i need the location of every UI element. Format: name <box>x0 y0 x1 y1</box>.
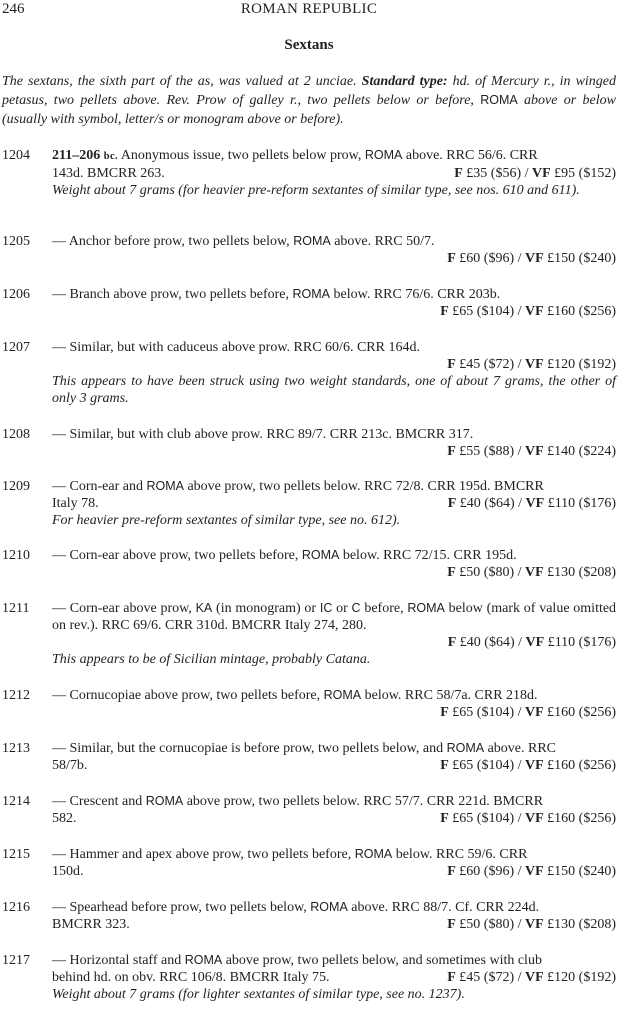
entry-text: above. RRC 50/7. <box>334 234 435 249</box>
grade-f: F <box>447 444 456 459</box>
roma-legend: ROMA <box>407 601 445 615</box>
price-sep: / <box>524 166 529 181</box>
roma-legend: ROMA <box>145 794 184 808</box>
entry-text: below. RRC 72/15. CRR 195d. <box>342 548 517 563</box>
entry-text-tail: 150d. <box>52 864 84 879</box>
price-f: £40 ($64) <box>459 635 515 650</box>
price-f: £65 ($104) <box>452 304 515 319</box>
price <box>52 704 616 721</box>
grade-vf: VF <box>525 917 544 932</box>
entry-body <box>52 233 616 267</box>
entry-body <box>52 600 616 668</box>
entry-description <box>52 740 616 757</box>
price-sep: / <box>517 917 522 932</box>
price-sep: / <box>517 758 522 773</box>
grade-vf: VF <box>525 758 544 773</box>
price-vf: £110 ($176) <box>547 635 616 650</box>
price-f: £50 ($80) <box>459 917 515 932</box>
entry-number: 1212 <box>2 688 30 703</box>
entry-text: above prow, two pellets below, and sometimes with club <box>225 953 542 968</box>
price <box>440 810 616 827</box>
grade-f: F <box>440 811 449 826</box>
grade-f: F <box>447 565 456 580</box>
entry-body <box>52 426 616 460</box>
grade-f: F <box>440 758 449 773</box>
roma-legend: ROMA <box>323 688 362 702</box>
price <box>447 863 616 880</box>
entry-number: 1217 <box>2 953 30 968</box>
entry-body <box>52 846 616 880</box>
entry-note: For heavier pre-reform sextantes of similar type, see no. 612). <box>52 513 401 528</box>
grade-f: F <box>447 864 456 879</box>
price-vf: £95 ($152) <box>554 166 616 181</box>
entry-text: — Hammer and apex above prow, two pellets before, <box>52 847 352 862</box>
entry-number: 1213 <box>2 741 30 756</box>
entry-text: below. RRC 76/6. CRR 203b. <box>333 287 501 302</box>
entry-text: below. RRC 58/7a. CRR 218d. <box>364 688 538 703</box>
price-vf: £160 ($256) <box>547 811 616 826</box>
ka-monogram: KA <box>195 601 213 615</box>
entry-number: 1210 <box>2 548 30 563</box>
entry-text: Anonymous issue, two pellets below prow, <box>120 148 362 163</box>
entry-text-tail: 58/7b. <box>52 758 88 773</box>
entry-text: — Cornucopiae above prow, two pellets before, <box>52 688 321 703</box>
price-f: £45 ($72) <box>459 357 515 372</box>
price-sep: / <box>517 970 522 985</box>
entry-description <box>52 687 616 704</box>
entry-text: above. RRC 56/6. CRR <box>405 148 538 163</box>
intro-lead: The sextans, the sixth part of the as, was valued at 2 unciae. <box>2 74 357 89</box>
price <box>52 303 616 320</box>
grade-f: F <box>440 705 449 720</box>
entry-text: — Branch above prow, two pellets before, <box>52 287 290 302</box>
price <box>52 564 616 581</box>
intro-label: Standard type: <box>361 74 448 89</box>
roma-legend: ROMA <box>446 741 485 755</box>
roma-legend: ROMA <box>354 847 393 861</box>
grade-f: F <box>440 304 449 319</box>
entry-text-tail: 582. <box>52 811 77 826</box>
price-sep: / <box>517 444 522 459</box>
entry-body <box>52 952 616 1003</box>
entry-body <box>52 793 616 827</box>
entry-text: before, <box>364 601 404 616</box>
entry-date: 211–206 <box>52 148 101 163</box>
entry-body <box>52 286 616 320</box>
running-head: ROMAN REPUBLIC <box>240 1 378 17</box>
grade-vf: VF <box>525 864 544 879</box>
entry-description <box>52 478 616 495</box>
grade-vf: VF <box>525 565 544 580</box>
price-vf: £160 ($256) <box>547 304 616 319</box>
price <box>440 757 616 774</box>
price-sep: / <box>517 864 522 879</box>
entry-description <box>52 147 616 165</box>
entry-number: 1216 <box>2 900 30 915</box>
price-vf: £120 ($192) <box>547 357 616 372</box>
entry-text: — Similar, but with caduceus above prow. RRC 60/6. CRR 164d. <box>52 340 420 355</box>
entry-description <box>52 600 616 634</box>
intro-text: hd. of Mercury r., in winged petasus, two pellets above. Rev. Prow of galley r., two pellets below or before, <box>2 74 617 108</box>
entry-note: This appears to have been struck using two weight standards, one of about 7 grams, the other of only 3 grams. <box>52 374 616 406</box>
entry-text: above prow, two pellets below. RRC 72/8. CRR 195d. BMCRR <box>187 479 544 494</box>
entry-description <box>52 547 616 564</box>
entry-body <box>52 147 616 199</box>
roma-legend: ROMA <box>364 148 403 162</box>
price-vf: £110 ($176) <box>547 496 616 511</box>
price-sep: / <box>517 705 522 720</box>
price-vf: £160 ($256) <box>547 758 616 773</box>
entry-body <box>52 740 616 774</box>
price-f: £45 ($72) <box>459 970 515 985</box>
entry-body <box>52 339 616 407</box>
roma-legend: ROMA <box>310 900 348 914</box>
entry-description <box>52 793 616 810</box>
roma-legend: ROMA <box>146 479 184 493</box>
price-sep: / <box>518 635 523 650</box>
entry-text: above prow, two pellets below. RRC 57/7. CRR 221d. BMCRR <box>186 794 544 809</box>
grade-f: F <box>447 357 456 372</box>
entry-text: — Corn-ear and <box>52 479 143 494</box>
roma-legend: ROMA <box>184 953 223 967</box>
entry-text: — Horizontal staff and <box>52 953 182 968</box>
entry-text-tail: behind hd. on obv. RRC 106/8. BMCRR Italy 75. <box>52 970 330 985</box>
price-sep: / <box>517 565 522 580</box>
grade-vf: VF <box>525 970 544 985</box>
price-f: £65 ($104) <box>452 758 515 773</box>
price <box>454 165 616 182</box>
roma-legend: ROMA <box>301 548 340 562</box>
grade-f: F <box>447 496 457 511</box>
price <box>447 969 616 986</box>
price-sep: / <box>518 496 523 511</box>
price <box>448 495 616 512</box>
entry-text: — Anchor before prow, two pellets below, <box>52 234 290 249</box>
entry-description <box>52 426 616 443</box>
entry-body <box>52 547 616 581</box>
roma-legend: ROMA <box>480 93 518 107</box>
entry-note: This appears to be of Sicilian mintage, probably Catana. <box>52 652 371 667</box>
entry-body <box>52 687 616 721</box>
price <box>52 443 616 460</box>
entry-number: 1207 <box>2 340 30 355</box>
entry-text: above. RRC 88/7. Cf. CRR 224d. <box>351 900 540 915</box>
intro-text-2: above or below (usually with symbol, letter/s or monogram above or before). <box>2 93 616 127</box>
roma-legend: ROMA <box>292 287 331 301</box>
price-f: £40 ($64) <box>459 496 515 511</box>
roma-legend: ROMA <box>293 234 331 248</box>
entry-description <box>52 899 616 916</box>
entry-text: — Corn-ear above prow, two pellets before, <box>52 548 299 563</box>
entry-number: 1208 <box>2 427 30 442</box>
price-f: £60 ($96) <box>459 251 515 266</box>
entry-description <box>52 952 616 969</box>
grade-vf: VF <box>525 357 544 372</box>
entry-text: — Corn-ear above prow, <box>52 601 192 616</box>
price-vf: £150 ($240) <box>547 251 616 266</box>
entry-number: 1214 <box>2 794 30 809</box>
grade-vf: VF <box>525 635 545 650</box>
entry-text: — Crescent and <box>52 794 143 809</box>
entry-description <box>52 286 616 303</box>
price-f: £65 ($104) <box>452 811 515 826</box>
price <box>52 250 616 267</box>
entry-body <box>52 478 616 529</box>
entry-text: or <box>336 601 348 616</box>
price-f: £65 ($104) <box>452 705 515 720</box>
price <box>52 634 616 651</box>
grade-f: F <box>447 635 457 650</box>
entry-era: bc. <box>103 151 119 162</box>
price-vf: £120 ($192) <box>547 970 616 985</box>
entry-description <box>52 339 616 356</box>
entry-text: — Similar, but with club above prow. RRC 89/7. CRR 213c. BMCRR 317. <box>52 427 474 442</box>
price-vf: £140 ($224) <box>547 444 616 459</box>
entry-number: 1205 <box>2 234 30 249</box>
entry-text: — Similar, but the cornucopiae is before prow, two pellets below, and <box>52 741 444 756</box>
entry-text-tail: 143d. BMCRR 263. <box>52 166 165 181</box>
entry-note: Weight about 7 grams (for heavier pre-reform sextantes of similar type, see nos. 610 and 611). <box>52 183 580 198</box>
entry-body <box>52 899 616 933</box>
grade-f: F <box>447 970 456 985</box>
entry-text: below (mark of value omitted on rev.). RRC 69/6. CRR 310d. BMCRR Italy 274, 280. <box>52 601 617 633</box>
grade-f: F <box>454 166 463 181</box>
grade-vf: VF <box>525 705 544 720</box>
entry-number: 1206 <box>2 287 30 302</box>
price <box>52 356 616 373</box>
price-sep: / <box>517 251 522 266</box>
price-vf: £150 ($240) <box>547 864 616 879</box>
entry-text-tail: Italy 78. <box>52 496 99 511</box>
entry-text: below. RRC 59/6. CRR <box>395 847 528 862</box>
entry-description <box>52 233 616 250</box>
intro-paragraph <box>2 72 616 129</box>
entry-number: 1211 <box>2 601 30 616</box>
entry-number: 1209 <box>2 479 30 494</box>
grade-vf: VF <box>525 304 544 319</box>
price-f: £35 ($56) <box>466 166 522 181</box>
price-sep: / <box>517 304 522 319</box>
price-vf: £130 ($208) <box>547 917 616 932</box>
ic-mark: IC <box>319 601 333 615</box>
page-number: 246 <box>2 1 25 17</box>
price <box>447 916 616 933</box>
price-sep: / <box>517 357 522 372</box>
entry-text: (in monogram) or <box>216 601 317 616</box>
grade-vf: VF <box>525 444 544 459</box>
price-f: £60 ($96) <box>459 864 515 879</box>
entry-text-tail: BMCRR 323. <box>52 917 130 932</box>
entry-description <box>52 846 616 863</box>
grade-vf: VF <box>525 251 544 266</box>
grade-vf: VF <box>532 166 551 181</box>
price-f: £50 ($80) <box>459 565 515 580</box>
c-mark: C <box>351 601 361 615</box>
price-vf: £160 ($256) <box>547 705 616 720</box>
entry-number: 1215 <box>2 847 30 862</box>
price-f: £55 ($88) <box>459 444 515 459</box>
price-vf: £130 ($208) <box>547 565 616 580</box>
entry-text: — Spearhead before prow, two pellets below, <box>52 900 307 915</box>
grade-vf: VF <box>525 811 544 826</box>
grade-f: F <box>447 251 456 266</box>
entry-text: above. RRC <box>487 741 557 756</box>
grade-vf: VF <box>525 496 545 511</box>
entry-number: 1204 <box>2 148 30 163</box>
price-sep: / <box>517 811 522 826</box>
grade-f: F <box>447 917 456 932</box>
section-title: Sextans <box>284 37 334 53</box>
entry-note: Weight about 7 grams (for lighter sextantes of similar type, see no. 1237). <box>52 987 465 1002</box>
